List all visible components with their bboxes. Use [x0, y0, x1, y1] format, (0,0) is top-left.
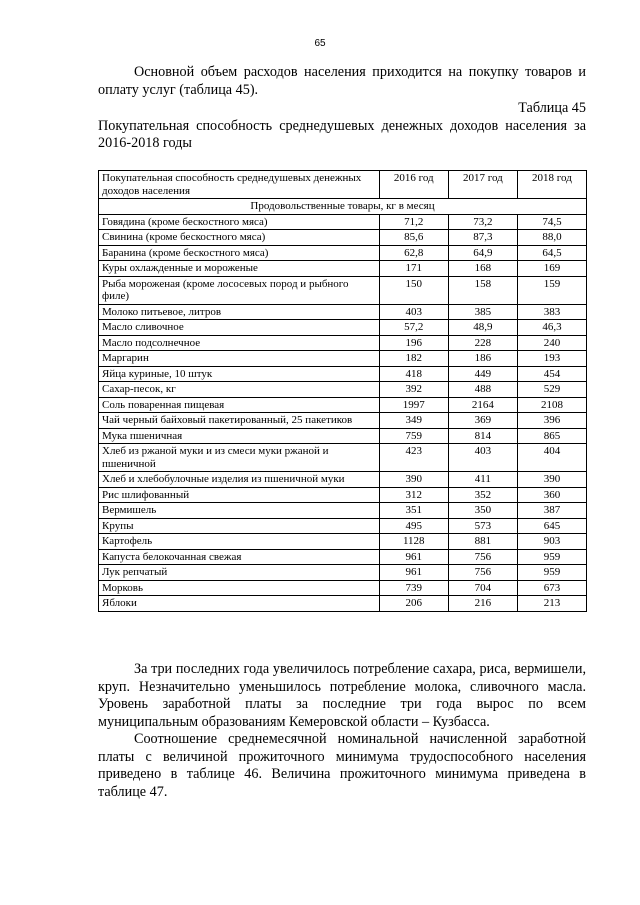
row-value: 383	[517, 304, 586, 320]
table-row	[99, 320, 587, 336]
row-label: Чай черный байховый пакетированный, 25 пакетиков	[99, 413, 380, 429]
row-value: 159	[517, 276, 586, 304]
table-row	[99, 503, 587, 519]
row-label: Яйца куриные, 10 штук	[99, 366, 380, 382]
row-value: 961	[379, 549, 448, 565]
table-row	[99, 487, 587, 503]
table-row	[99, 304, 587, 320]
table-row	[99, 580, 587, 596]
row-value: 756	[448, 549, 517, 565]
header-2017: 2017 год	[448, 171, 517, 199]
table-row	[99, 444, 587, 472]
row-label: Баранина (кроме бескостного мяса)	[99, 245, 380, 261]
row-label: Хлеб из ржаной муки и из смеси муки ржаной и пшеничной	[99, 444, 380, 472]
row-value: 206	[379, 596, 448, 612]
row-value: 48,9	[448, 320, 517, 336]
table-row	[99, 549, 587, 565]
row-value: 73,2	[448, 214, 517, 230]
row-value: 193	[517, 351, 586, 367]
row-value: 573	[448, 518, 517, 534]
table-number: Таблица 45	[518, 100, 586, 116]
row-label: Картофель	[99, 534, 380, 550]
table-header-row	[99, 171, 587, 199]
table-row	[99, 596, 587, 612]
row-value: 369	[448, 413, 517, 429]
row-value: 71,2	[379, 214, 448, 230]
table-row	[99, 518, 587, 534]
table-row	[99, 428, 587, 444]
row-value: 228	[448, 335, 517, 351]
row-label: Яблоки	[99, 596, 380, 612]
row-value: 88,0	[517, 230, 586, 246]
row-label: Вермишель	[99, 503, 380, 519]
table-row	[99, 534, 587, 550]
row-value: 759	[379, 428, 448, 444]
table-row	[99, 565, 587, 581]
row-value: 404	[517, 444, 586, 472]
row-value: 418	[379, 366, 448, 382]
row-value: 403	[448, 444, 517, 472]
row-value: 158	[448, 276, 517, 304]
row-value: 739	[379, 580, 448, 596]
row-value: 352	[448, 487, 517, 503]
table-row	[99, 214, 587, 230]
row-value: 349	[379, 413, 448, 429]
table-row	[99, 245, 587, 261]
row-value: 196	[379, 335, 448, 351]
row-label: Сахар-песок, кг	[99, 382, 380, 398]
row-value: 240	[517, 335, 586, 351]
row-value: 312	[379, 487, 448, 503]
row-value: 903	[517, 534, 586, 550]
row-value: 673	[517, 580, 586, 596]
row-value: 390	[379, 472, 448, 488]
row-value: 213	[517, 596, 586, 612]
row-value: 87,3	[448, 230, 517, 246]
row-value: 2164	[448, 397, 517, 413]
purchasing-power-table	[98, 170, 587, 612]
table-row	[99, 351, 587, 367]
table-section-row	[99, 199, 587, 215]
header-2016: 2016 год	[379, 171, 448, 199]
row-label: Масло сливочное	[99, 320, 380, 336]
row-value: 392	[379, 382, 448, 398]
row-value: 182	[379, 351, 448, 367]
row-label: Говядина (кроме бескостного мяса)	[99, 214, 380, 230]
table-row	[99, 472, 587, 488]
row-value: 423	[379, 444, 448, 472]
table-title: Покупательная способность среднедушевых денежных доходов населения за 2016-2018 годы	[98, 118, 586, 151]
table-row	[99, 276, 587, 304]
row-value: 150	[379, 276, 448, 304]
row-value: 1997	[379, 397, 448, 413]
row-value: 216	[448, 596, 517, 612]
row-value: 2108	[517, 397, 586, 413]
row-label: Маргарин	[99, 351, 380, 367]
row-value: 64,5	[517, 245, 586, 261]
row-value: 959	[517, 549, 586, 565]
row-label: Соль поваренная пищевая	[99, 397, 380, 413]
row-value: 961	[379, 565, 448, 581]
row-value: 85,6	[379, 230, 448, 246]
row-label: Рыба мороженая (кроме лососевых пород и рыбного филе)	[99, 276, 380, 304]
row-value: 704	[448, 580, 517, 596]
row-label: Лук репчатый	[99, 565, 380, 581]
row-value: 168	[448, 261, 517, 277]
section-label: Продовольственные товары, кг в месяц	[99, 199, 587, 215]
row-value: 814	[448, 428, 517, 444]
row-label: Масло подсолнечное	[99, 335, 380, 351]
row-value: 351	[379, 503, 448, 519]
row-label: Рис шлифованный	[99, 487, 380, 503]
row-label: Крупы	[99, 518, 380, 534]
row-value: 495	[379, 518, 448, 534]
row-value: 959	[517, 565, 586, 581]
row-label: Капуста белокочанная свежая	[99, 549, 380, 565]
row-value: 350	[448, 503, 517, 519]
body-paragraph-2: Соотношение среднемесячной номинальной начисленной заработной платы с величиной прожиточного минимума трудоспособного населения приведено в таблице 46. Величина прожиточного минимума приведена в таблице 47.	[98, 731, 586, 800]
header-name: Покупательная способность среднедушевых денежных доходов населения	[99, 171, 380, 199]
row-label: Мука пшеничная	[99, 428, 380, 444]
row-value: 645	[517, 518, 586, 534]
table-row	[99, 382, 587, 398]
row-value: 454	[517, 366, 586, 382]
row-label: Молоко питьевое, литров	[99, 304, 380, 320]
table-row	[99, 261, 587, 277]
row-value: 396	[517, 413, 586, 429]
row-value: 387	[517, 503, 586, 519]
row-label: Хлеб и хлебобулочные изделия из пшеничной муки	[99, 472, 380, 488]
row-value: 360	[517, 487, 586, 503]
row-value: 74,5	[517, 214, 586, 230]
table-row	[99, 397, 587, 413]
row-value: 171	[379, 261, 448, 277]
row-value: 881	[448, 534, 517, 550]
row-value: 385	[448, 304, 517, 320]
row-value: 865	[517, 428, 586, 444]
row-value: 411	[448, 472, 517, 488]
table-row	[99, 335, 587, 351]
table-row	[99, 413, 587, 429]
row-label: Морковь	[99, 580, 380, 596]
row-value: 186	[448, 351, 517, 367]
row-value: 57,2	[379, 320, 448, 336]
row-value: 64,9	[448, 245, 517, 261]
header-2018: 2018 год	[517, 171, 586, 199]
body-paragraph-1: За три последних года увеличилось потребление сахара, риса, вермишели, круп. Незначительно уменьшилось потребление молока, сливочного масла. Уровень заработной платы за последние три года вырос по всем муниципальным образованиям Кемеровской области – Кузбасса.	[98, 661, 586, 730]
intro-paragraph: Основной объем расходов населения приходится на покупку товаров и оплату услуг (таблица 45).	[98, 64, 586, 98]
row-value: 449	[448, 366, 517, 382]
row-value: 488	[448, 382, 517, 398]
row-value: 529	[517, 382, 586, 398]
row-value: 390	[517, 472, 586, 488]
table-row	[99, 366, 587, 382]
row-value: 169	[517, 261, 586, 277]
table-row	[99, 230, 587, 246]
row-value: 756	[448, 565, 517, 581]
row-value: 1128	[379, 534, 448, 550]
row-value: 62,8	[379, 245, 448, 261]
page-number: 65	[314, 38, 326, 49]
row-label: Свинина (кроме бескостного мяса)	[99, 230, 380, 246]
row-value: 403	[379, 304, 448, 320]
row-label: Куры охлажденные и мороженые	[99, 261, 380, 277]
row-value: 46,3	[517, 320, 586, 336]
